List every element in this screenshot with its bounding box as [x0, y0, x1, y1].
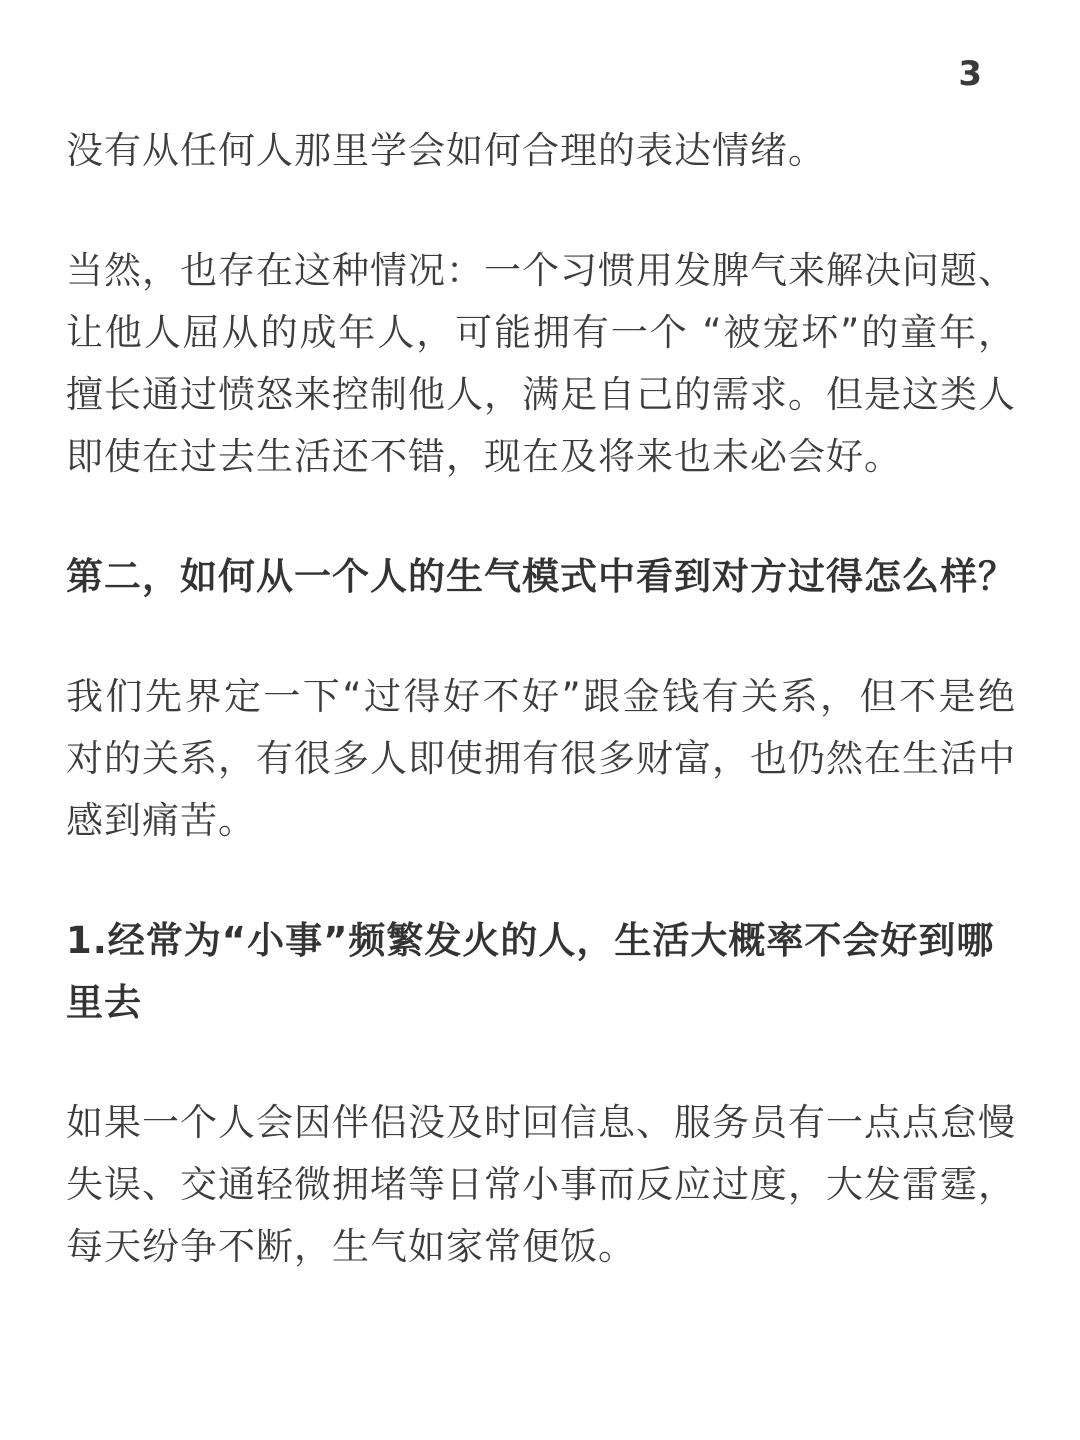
paragraph-definition: 我们先界定一下“过得好不好”跟金钱有关系，但不是绝对的关系，有很多人即使拥有很多财富，也仍然在生活中感到痛苦。	[66, 675, 1016, 842]
paragraph-spoiled-childhood: 当然，也存在这种情况：一个习惯用发脾气来解决问题、让他人屈从的成年人，可能拥有一个 “被宠坏”的童年，擅长通过愤怒来控制他人，满足自己的需求。但是这类人即使在过去生活还不错，现在及将来也未必会好。	[66, 249, 1016, 478]
paragraph-overreaction: 如果一个人会因伴侣没及时回信息、服务员有一点点怠慢失误、交通轻微拥堵等日常小事而反应过度，大发雷霆，每天纷争不断，生气如家常便饭。	[66, 1101, 1016, 1268]
section-heading-second: 第二，如何从一个人的生气模式中看到对方过得怎么样？	[66, 555, 1016, 598]
article-body	[66, 120, 1016, 1278]
page-number: 3	[958, 54, 982, 94]
paragraph-intro: 没有从任何人那里学会如何合理的表达情绪。	[66, 129, 826, 172]
subheading-small-things: 1.经常为“小事”频繁发火的人，生活大概率不会好到哪里去	[66, 919, 995, 1024]
